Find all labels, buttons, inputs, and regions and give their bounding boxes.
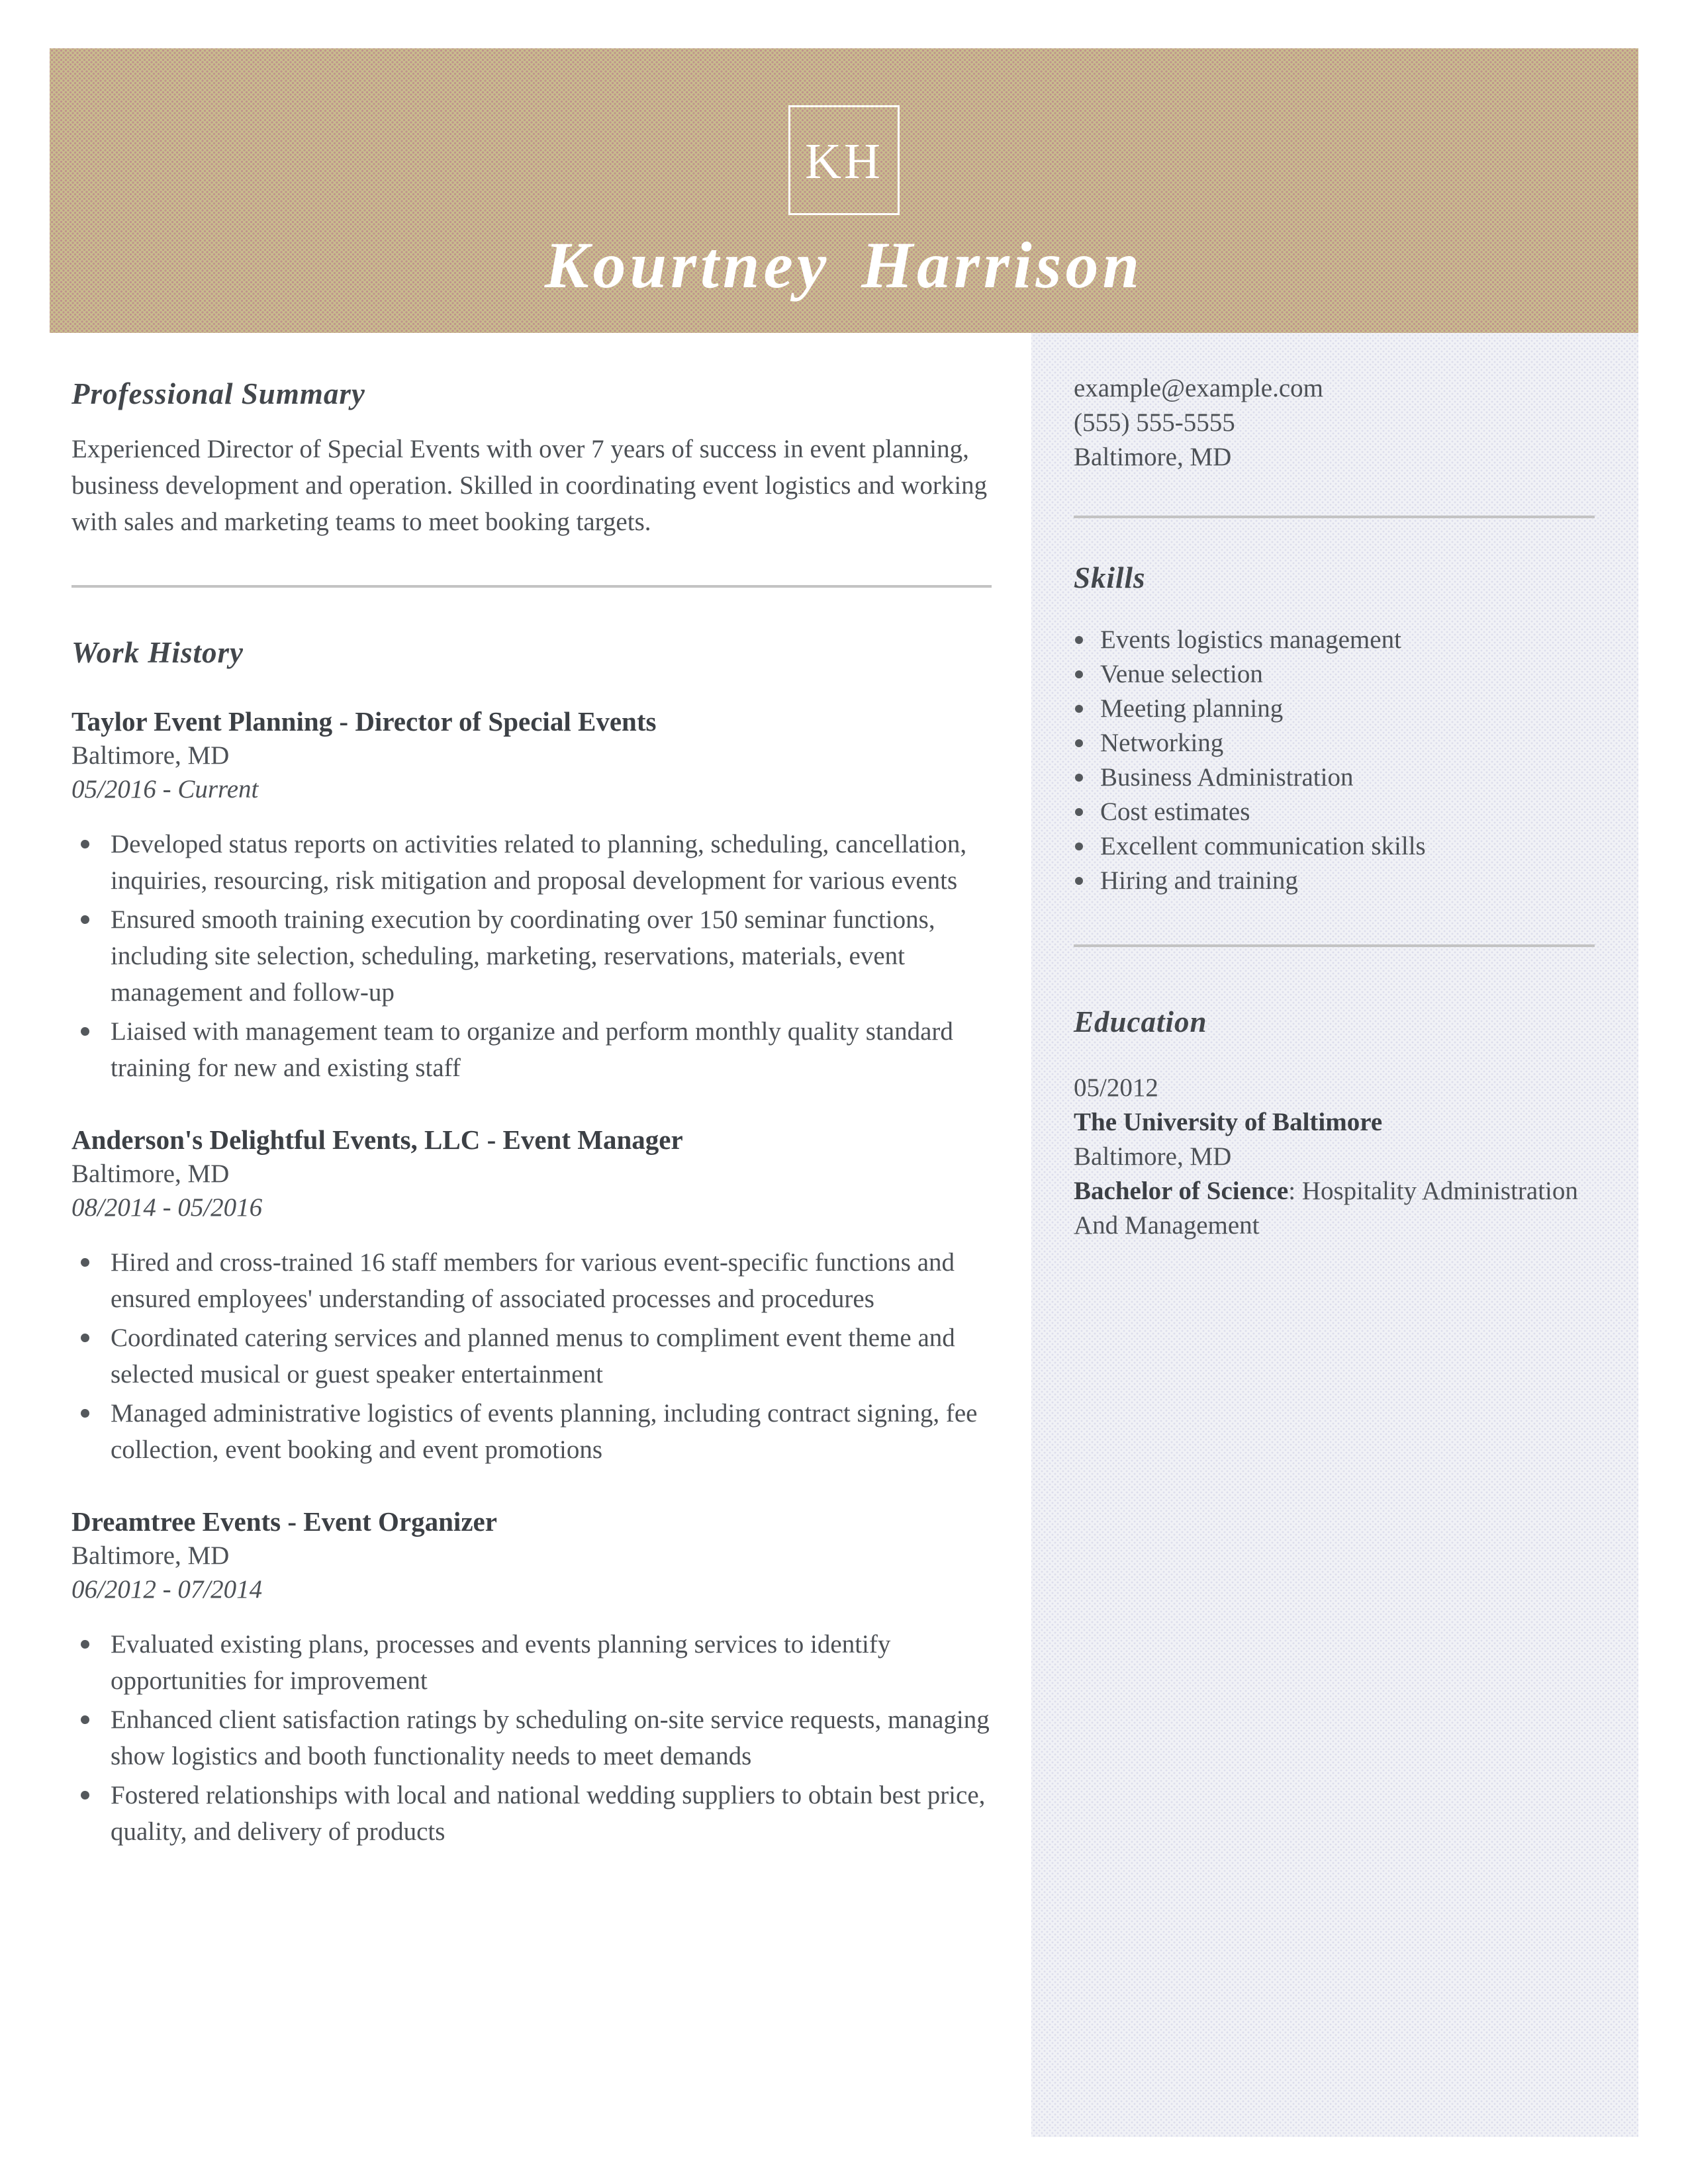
job-bullet-text: Managed administrative logistics of events planning, including contract signing, fee collection, event booking and event promotions [111, 1399, 978, 1464]
skill-label: Business Administration [1100, 763, 1354, 792]
job-bullet [71, 1702, 992, 1774]
bullet-dot-icon [1075, 670, 1083, 678]
education-heading: Education [1074, 1005, 1207, 1038]
job-bullet [71, 901, 992, 1011]
job-bullet [71, 1395, 992, 1468]
skills-list [1074, 623, 1595, 898]
contact-location: Baltimore, MD [1074, 443, 1232, 471]
skill-item [1074, 657, 1595, 692]
bullet-dot-icon [81, 915, 89, 924]
education-degree-major: : Hospitality Administration And Management [1074, 1177, 1578, 1240]
job-title: Dreamtree Events - Event Organizer [71, 1506, 497, 1537]
job-bullet-text: Enhanced client satisfaction ratings by scheduling on-site service requests, managing show logistics and booth functionality needs to meet demands [111, 1706, 990, 1770]
job-bullet-text: Developed status reports on activities related to planning, scheduling, cancellation, inquiries, resourcing, risk mitigation and proposal development for various events [111, 830, 967, 895]
skill-label: Hiring and training [1100, 866, 1298, 895]
job-dates: 08/2014 - 05/2016 [71, 1193, 263, 1222]
bullet-dot-icon [81, 1027, 89, 1036]
bullet-dot-icon [81, 1791, 89, 1799]
bullet-dot-icon [81, 840, 89, 848]
education-location: Baltimore, MD [1074, 1142, 1232, 1171]
skills-heading: Skills [1074, 561, 1146, 594]
bullet-dot-icon [1075, 808, 1083, 816]
education-date: 05/2012 [1074, 1073, 1158, 1102]
bullet-dot-icon [1075, 877, 1083, 885]
skill-item [1074, 760, 1595, 795]
job-entry [71, 1504, 992, 1850]
bullet-dot-icon [81, 1640, 89, 1649]
candidate-name: Kourtney Harrison [544, 228, 1144, 302]
job-bullet-text: Fostered relationships with local and national wedding suppliers to obtain best price, quality, and delivery of products [111, 1781, 986, 1846]
job-dates: 06/2012 - 07/2014 [71, 1575, 263, 1604]
job-bullet-text: Ensured smooth training execution by coordinating over 150 seminar functions, including site selection, scheduling, marketing, reservations, materials, event management and follow-up [111, 905, 935, 1007]
skill-item [1074, 726, 1595, 760]
job-bullet-text: Evaluated existing plans, processes and events planning services to identify opportunities for improvement [111, 1630, 891, 1695]
bullet-dot-icon [1075, 705, 1083, 713]
work-history-heading: Work History [71, 636, 244, 669]
job-bullet [71, 1013, 992, 1086]
job-bullet [71, 1777, 992, 1850]
skill-item [1074, 692, 1595, 726]
job-bullet-text: Hired and cross-trained 16 staff members for various event-specific functions and ensured employees' understanding of associated processes and procedures [111, 1248, 955, 1313]
job-title: Anderson's Delightful Events, LLC - Event Manager [71, 1124, 683, 1155]
job-bullet-text: Coordinated catering services and planned menus to compliment event theme and selected musical or guest speaker entertainment [111, 1324, 955, 1388]
job-entry [71, 704, 992, 1086]
sidebar-divider-top [1074, 516, 1595, 518]
skill-label: Cost estimates [1100, 797, 1250, 826]
job-bullet [71, 1244, 992, 1317]
summary-heading: Professional Summary [71, 377, 365, 410]
job-bullet-text: Liaised with management team to organize and perform monthly quality standard training for new and existing staff [111, 1017, 953, 1082]
education-degree [1074, 1174, 1595, 1243]
monogram-text: KH [805, 133, 883, 189]
bullet-dot-icon [81, 1715, 89, 1724]
skill-label: Meeting planning [1100, 694, 1284, 723]
job-bullet-list [71, 1244, 992, 1468]
skill-item [1074, 864, 1595, 898]
contact-email: example@example.com [1074, 374, 1324, 402]
bullet-dot-icon [1075, 842, 1083, 850]
main-divider [71, 585, 992, 588]
job-bullet [71, 826, 992, 899]
job-bullet [71, 1320, 992, 1392]
skill-label: Events logistics management [1100, 625, 1401, 654]
job-location: Baltimore, MD [71, 741, 230, 770]
bullet-dot-icon [1075, 739, 1083, 747]
bullet-dot-icon [81, 1334, 89, 1342]
bullet-dot-icon [1075, 636, 1083, 644]
sidebar-divider-bottom [1074, 944, 1595, 947]
education-block [1074, 1071, 1595, 1243]
skill-item [1074, 829, 1595, 864]
main-column [71, 333, 992, 1850]
bullet-dot-icon [81, 1258, 89, 1267]
job-bullet [71, 1626, 992, 1699]
bullet-dot-icon [81, 1409, 89, 1418]
skill-item [1074, 623, 1595, 657]
skill-label: Networking [1100, 729, 1224, 757]
job-bullet-list [71, 826, 992, 1086]
skill-item [1074, 795, 1595, 829]
skill-label: Excellent communication skills [1100, 832, 1426, 860]
skill-label: Venue selection [1100, 660, 1263, 688]
contact-phone: (555) 555-5555 [1074, 408, 1235, 437]
job-bullet-list [71, 1626, 992, 1850]
job-location: Baltimore, MD [71, 1541, 230, 1570]
job-dates: 05/2016 - Current [71, 775, 259, 803]
job-title: Taylor Event Planning - Director of Special Events [71, 706, 657, 737]
job-location: Baltimore, MD [71, 1160, 230, 1188]
contact-block [1074, 371, 1595, 475]
education-degree-title: Bachelor of Science [1074, 1177, 1289, 1205]
monogram-box [788, 105, 900, 215]
summary-text: Experienced Director of Special Events with over 7 years of success in event planning, business development and operation. Skilled in coordinating event logistics and working with sales and marketing teams to meet booking targets. [71, 435, 988, 536]
education-school: The University of Baltimore [1074, 1108, 1383, 1136]
bullet-dot-icon [1075, 774, 1083, 782]
header-banner [50, 48, 1638, 333]
sidebar [1031, 333, 1638, 2137]
job-entry [71, 1122, 992, 1468]
